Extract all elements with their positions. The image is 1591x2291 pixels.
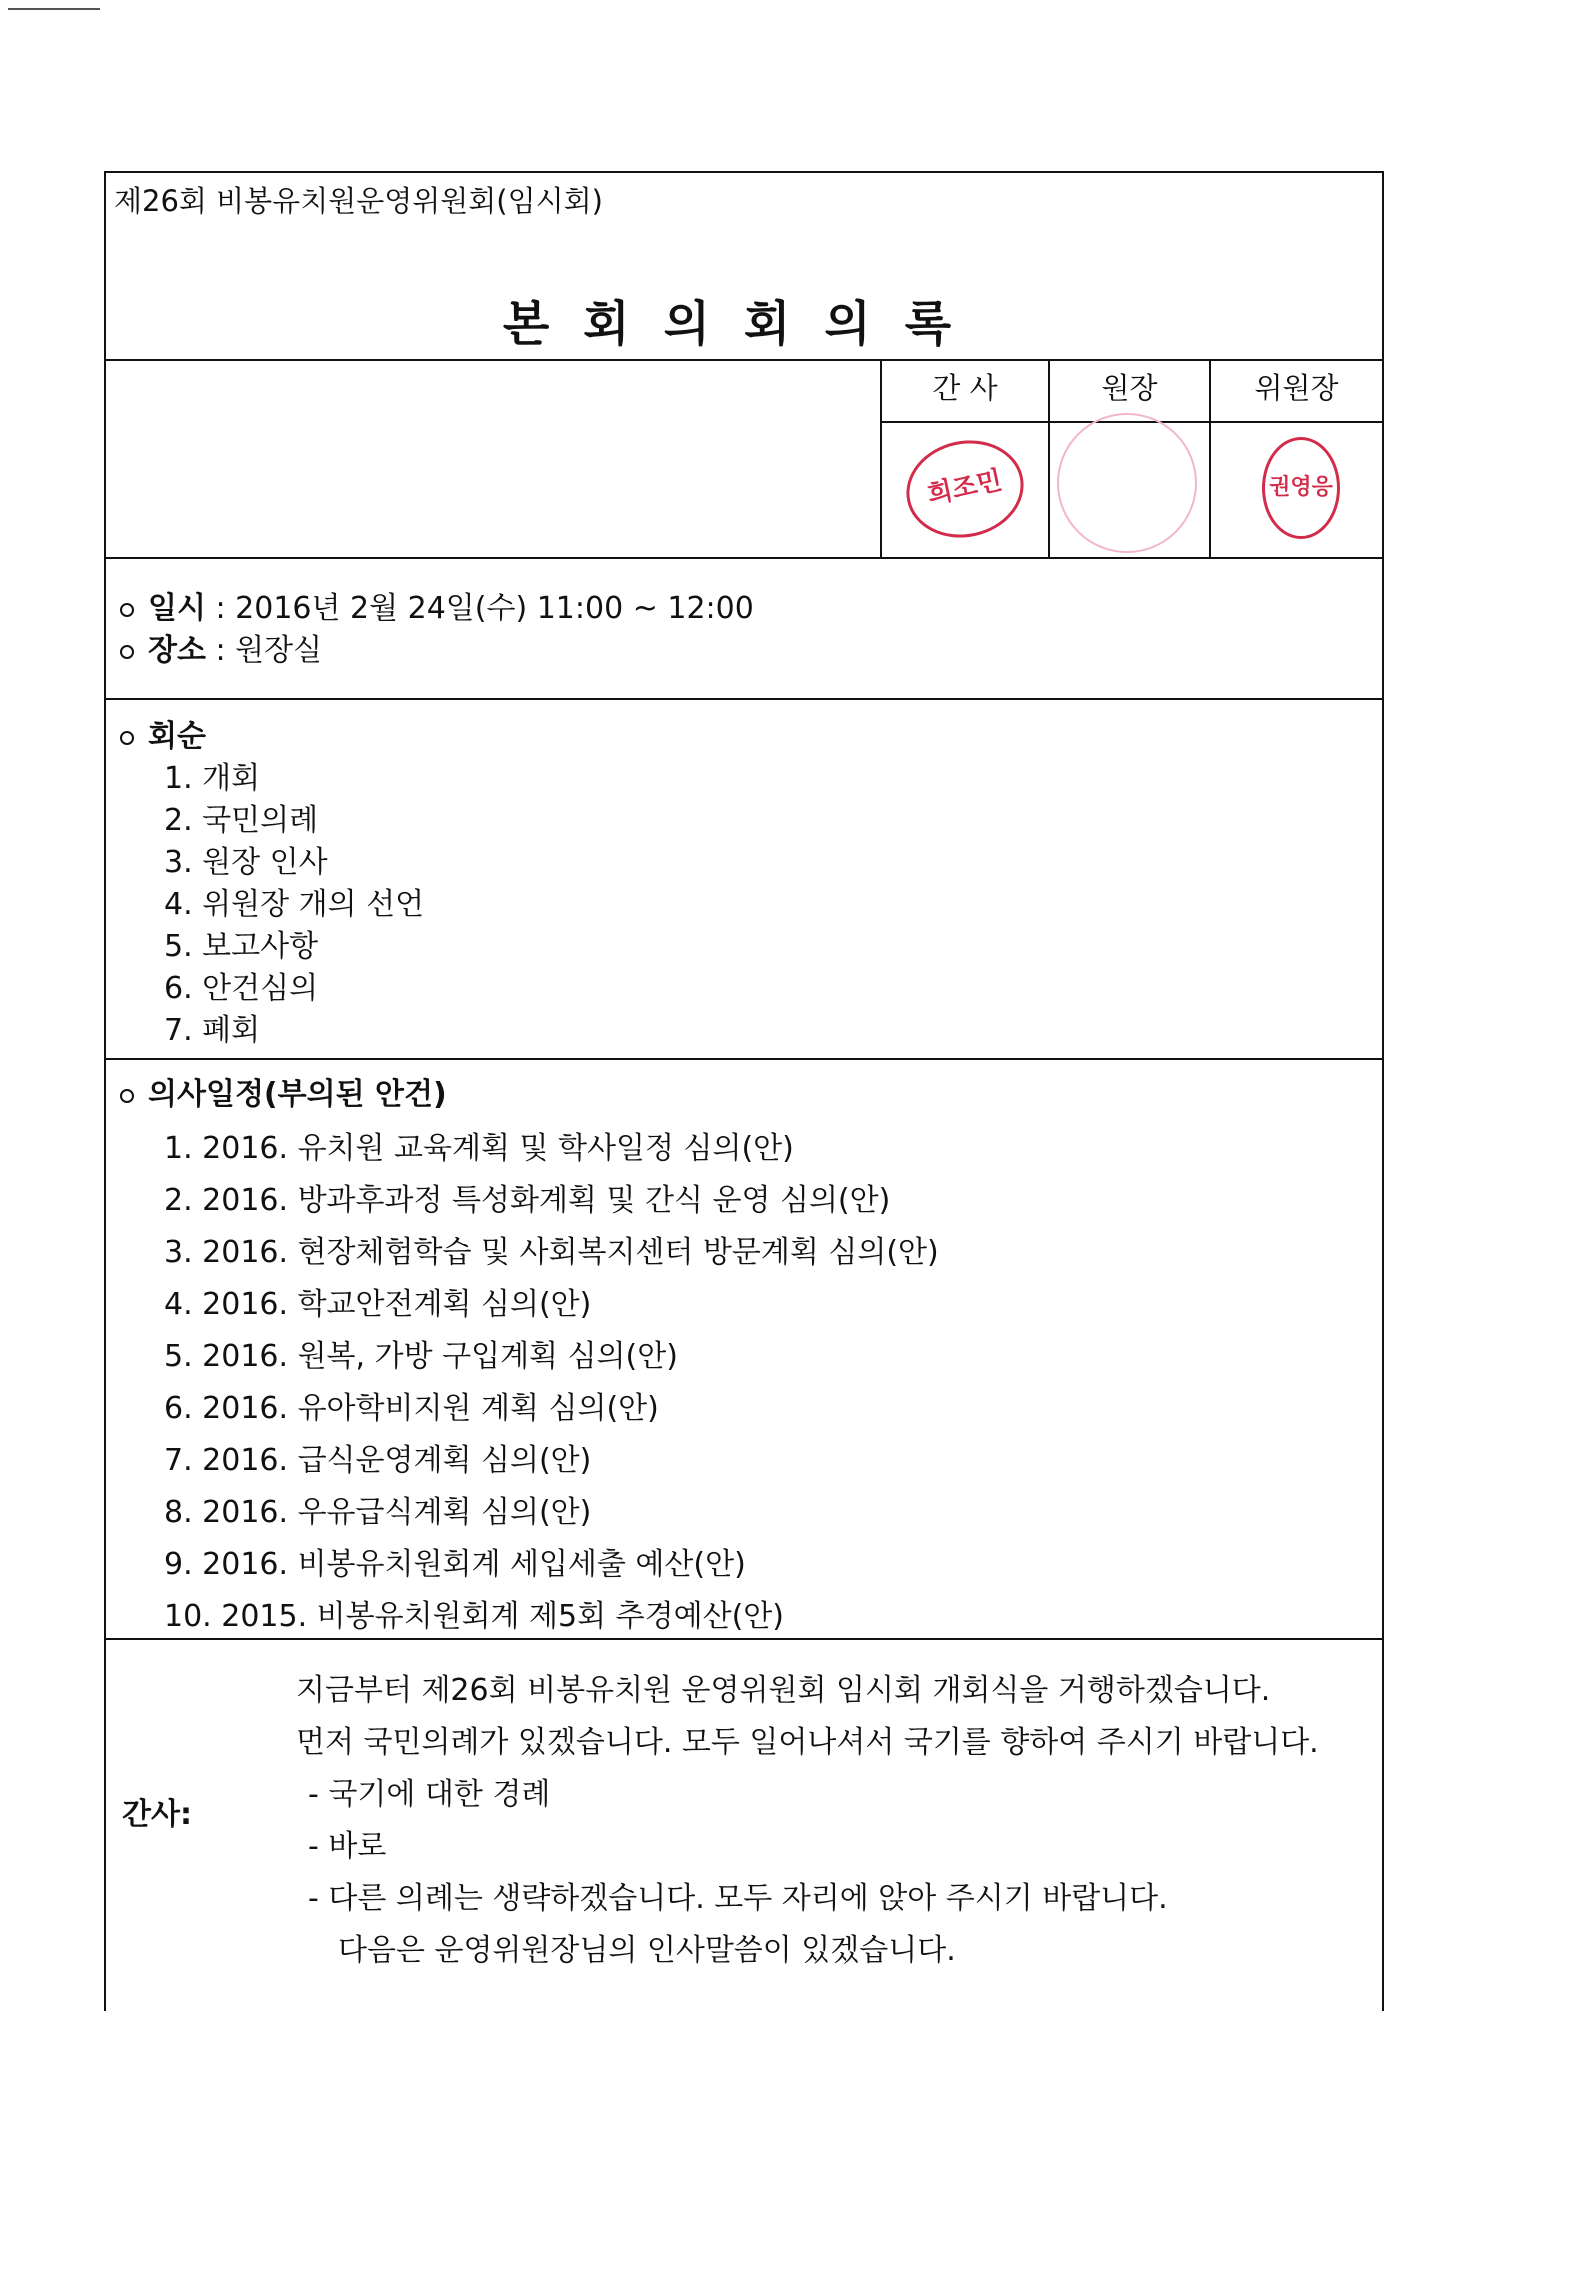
order-title: 회순 bbox=[148, 719, 206, 754]
rule-below-agenda bbox=[106, 1638, 1382, 1640]
bullet-icon bbox=[120, 603, 134, 617]
speaker-label: 간사: bbox=[122, 1797, 192, 1832]
minutes-line: - 국기에 대한 경례 bbox=[308, 1777, 551, 1812]
approval-header-principal: 원장 bbox=[1101, 371, 1158, 405]
bullet-icon bbox=[120, 731, 134, 745]
date-value: : 2016년 2월 24일(수) 11:00 ~ 12:00 bbox=[215, 591, 754, 626]
order-item: 3. 원장 인사 bbox=[164, 845, 328, 880]
minutes-line: 다음은 운영위원장님의 인사말씀이 있겠습니다. bbox=[338, 1933, 956, 1968]
place-value: : 원장실 bbox=[215, 633, 323, 668]
agenda-title: 의사일정(부의된 안건) bbox=[148, 1077, 447, 1112]
approval-header-chair: 위원장 bbox=[1254, 371, 1339, 405]
order-item: 6. 안건심의 bbox=[164, 971, 319, 1006]
order-section-title bbox=[120, 711, 206, 755]
scan-edge-mark bbox=[8, 8, 100, 10]
agenda-section-title bbox=[120, 1069, 447, 1113]
agenda-item: 2. 2016. 방과후과정 특성화계획 및 간식 운영 심의(안) bbox=[164, 1183, 891, 1218]
agenda-item: 8. 2016. 우유급식계획 심의(안) bbox=[164, 1495, 592, 1530]
rule-below-approval bbox=[106, 557, 1382, 559]
secretary-seal: 희조민 bbox=[897, 430, 1032, 548]
agenda-item: 5. 2016. 원복, 가방 구입계획 심의(안) bbox=[164, 1339, 678, 1374]
agenda-item: 1. 2016. 유치원 교육계획 및 학사일정 심의(안) bbox=[164, 1131, 794, 1166]
agenda-item: 7. 2016. 급식운영계획 심의(안) bbox=[164, 1443, 592, 1478]
agenda-item: 4. 2016. 학교안전계획 심의(안) bbox=[164, 1287, 592, 1322]
minutes-line: - 바로 bbox=[308, 1829, 387, 1864]
meeting-name: 제26회 비봉유치원운영위원회(임시회) bbox=[114, 184, 603, 218]
order-item: 7. 폐회 bbox=[164, 1013, 261, 1048]
agenda-item: 3. 2016. 현장체험학습 및 사회복지센터 방문계획 심의(안) bbox=[164, 1235, 939, 1270]
approval-header-secretary: 간 사 bbox=[932, 371, 998, 405]
date-row bbox=[120, 583, 754, 627]
rule-below-info bbox=[106, 698, 1382, 700]
minutes-line: - 다른 의례는 생략하겠습니다. 모두 자리에 앉아 주시기 바랍니다. bbox=[308, 1881, 1168, 1916]
order-item: 1. 개회 bbox=[164, 761, 261, 796]
agenda-item: 9. 2016. 비봉유치원회계 세입세출 예산(안) bbox=[164, 1547, 746, 1582]
bullet-icon bbox=[120, 645, 134, 659]
place-label: 장소 bbox=[148, 633, 206, 668]
agenda-item: 10. 2015. 비봉유치원회계 제5회 추경예산(안) bbox=[164, 1599, 784, 1634]
minutes-document bbox=[104, 171, 1384, 2011]
minutes-line: 지금부터 제26회 비봉유치원 운영위원회 임시회 개회식을 거행하겠습니다. bbox=[296, 1673, 1271, 1708]
date-label: 일시 bbox=[148, 591, 206, 626]
chair-seal: 권영응 bbox=[1262, 437, 1340, 539]
principal-seal bbox=[1057, 413, 1197, 553]
agenda-item: 6. 2016. 유아학비지원 계획 심의(안) bbox=[164, 1391, 659, 1426]
document-title: 본회의회의록 bbox=[502, 296, 986, 352]
bullet-icon bbox=[120, 1089, 134, 1103]
order-item: 2. 국민의례 bbox=[164, 803, 319, 838]
rule-below-order bbox=[106, 1058, 1382, 1060]
minutes-line: 먼저 국민의례가 있겠습니다. 모두 일어나셔서 국기를 향하여 주시기 바랍니다. bbox=[296, 1725, 1319, 1760]
order-item: 5. 보고사항 bbox=[164, 929, 319, 964]
order-item: 4. 위원장 개의 선언 bbox=[164, 887, 425, 922]
place-row bbox=[120, 625, 322, 669]
